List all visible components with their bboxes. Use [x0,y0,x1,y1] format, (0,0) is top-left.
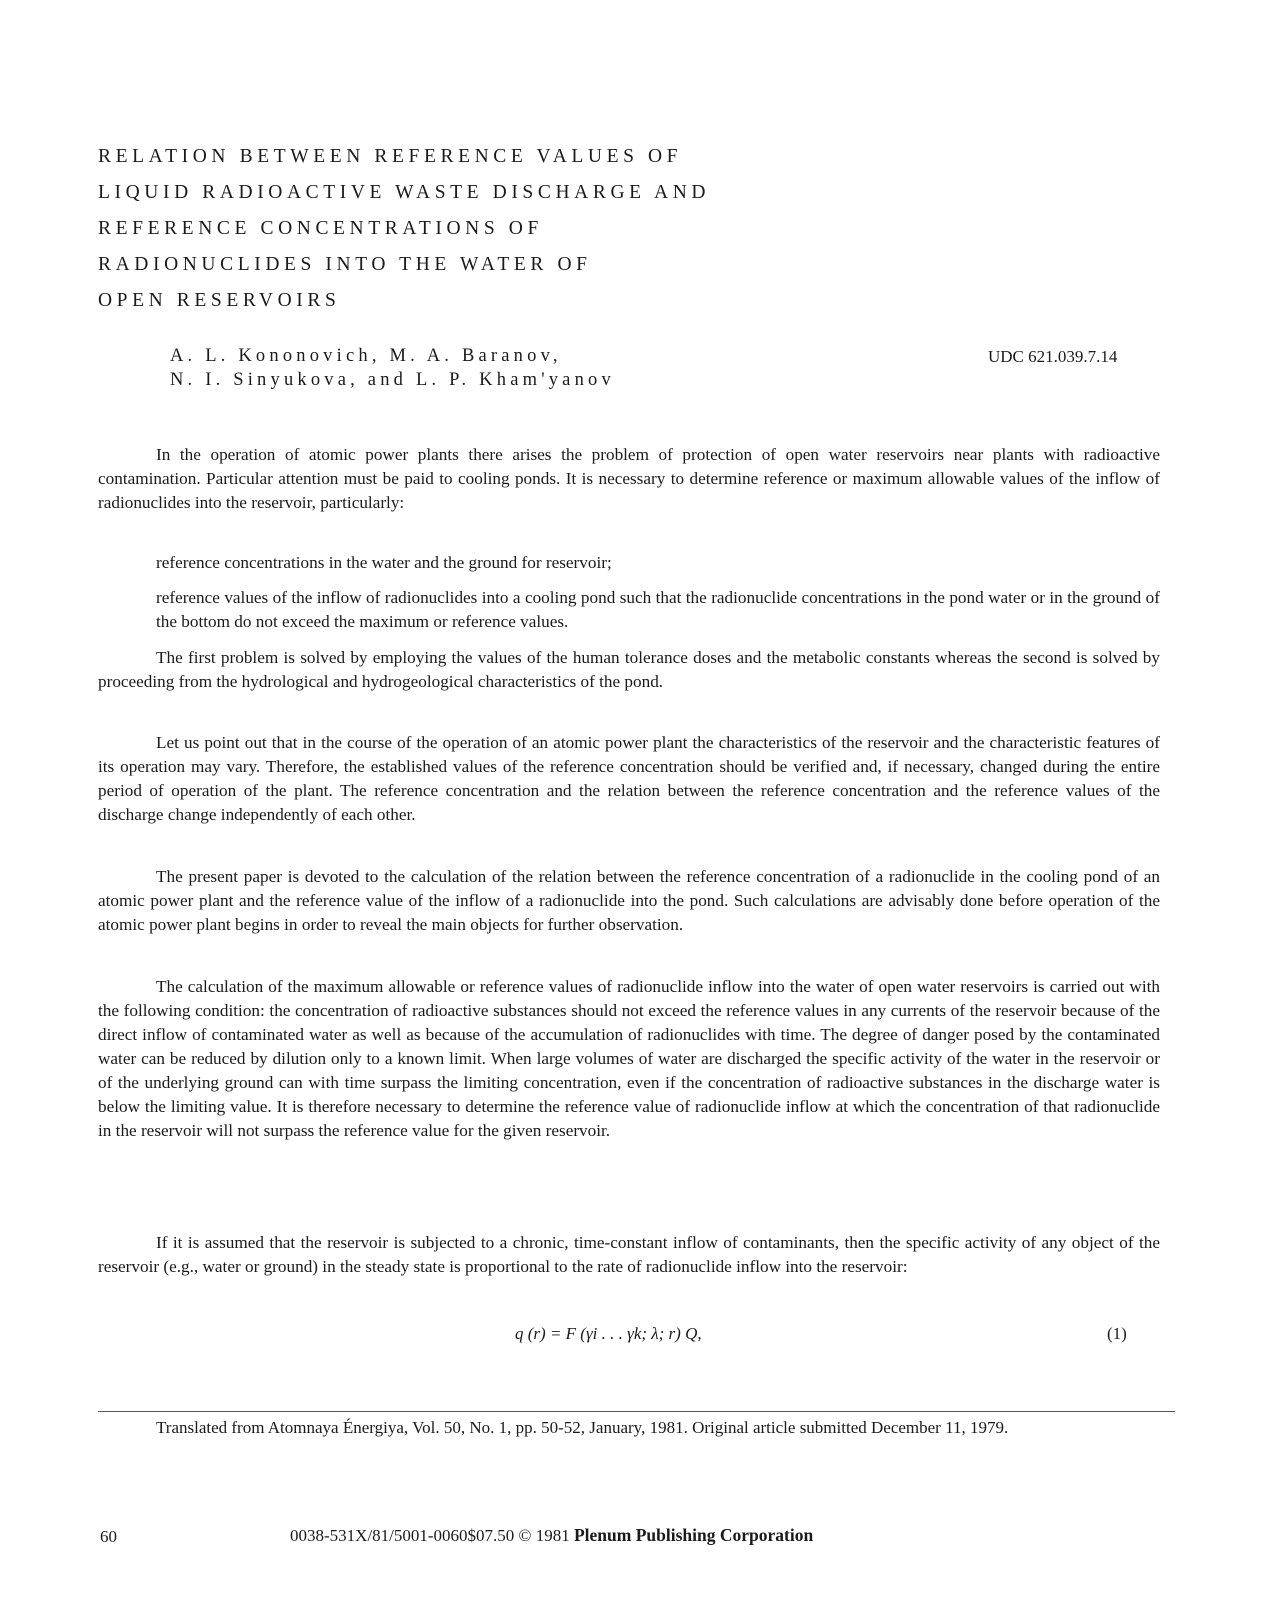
paragraph: The first problem is solved by employing the values of the human tolerance doses and the metabolic constants whereas the second is solved by proceeding from the hydrological and hydrogeological characteristics of the pond. [98,648,1160,691]
footnote-rule [98,1411,1175,1412]
equation-number: (1) [1107,1324,1127,1343]
footnote: Translated from Atomnaya Énergiya, Vol. 50, No. 1, pp. 50-52, January, 1981. Original article submitted December 11, 1979. [156,1418,1009,1437]
list-item: reference concentrations in the water and the ground for reservoir; [156,553,612,572]
udc-code: UDC 621.039.7.14 [988,347,1118,366]
title-line: OPEN RESERVOIRS [98,290,341,311]
copyright-line [290,1525,813,1546]
authors-line: A. L. Kononovich, M. A. Baranov, [170,346,562,366]
list-item: reference values of the inflow of radionuclides into a cooling pond such that the radionuclide concentrations in the pond water or in the ground of the bottom do not exceed the maximum or reference values. [156,588,1160,631]
paragraph: The calculation of the maximum allowable or reference values of radionuclide inflow into the water of open water reservoirs is carried out with the following condition: the concentration of radioactive substances should not exceed the reference values in any currents of the reservoir because of the direct inflow of contaminated water as well as because of the accumulation of radionuclides with time. The degree of danger posed by the contaminated water can be reduced by dilution only to a known limit. When large volumes of water are discharged the specific activity of the water in the reservoir or of the underlying ground can with time surpass the limiting concentration, even if the concentration of radioactive substances in the discharge water is below the limiting value. It is therefore necessary to determine the reference value of radionuclide inflow at which the concentration of that radionuclide in the reservoir will not surpass the reference value for the given reservoir. [98,977,1160,1140]
title-line: LIQUID RADIOACTIVE WASTE DISCHARGE AND [98,182,711,203]
publisher: Plenum Publishing Corporation [573,1525,814,1545]
paragraph: In the operation of atomic power plants there arises the problem of protection of open water reservoirs near plants with radioactive contamination. Particular attention must be paid to cooling ponds. It is necessary to determine reference or maximum allowable values of the inflow of radionuclides into the reservoir, particularly: [98,445,1160,512]
article-code: 0038-531X/81/5001-0060$07.50 [290,1526,515,1545]
paragraph: The present paper is devoted to the calculation of the relation between the reference concentration of a radionuclide in the cooling pond of an atomic power plant and the reference value of the inflow of a radionuclide into the pond. Such calculations are advisably done before operation of the atomic power plant begins in order to reveal the main objects for further observation. [98,867,1160,934]
page-number: 60 [100,1527,117,1546]
title-line: REFERENCE CONCENTRATIONS OF [98,218,543,239]
paragraph: Let us point out that in the course of the operation of an atomic power plant the characteristics of the reservoir and the characteristic features of its operation may vary. Therefore, the established values of the reference concentration should be verified and, if necessary, changed during the entire period of operation of the plant. The reference concentration and the relation between the reference concentration and the reference values of the discharge change independently of each other. [98,733,1160,824]
authors-line: N. I. Sinyukova, and L. P. Kham'yanov [170,370,615,390]
copyright-year: © 1981 [518,1526,570,1545]
paragraph: If it is assumed that the reservoir is subjected to a chronic, time-constant inflow of contaminants, then the specific activity of any object of the reservoir (e.g., water or ground) in the steady state is proportional to the rate of radionuclide inflow into the reservoir: [98,1233,1160,1276]
title-line: RADIONUCLIDES INTO THE WATER OF [98,254,592,275]
title-line: RELATION BETWEEN REFERENCE VALUES OF [98,146,683,167]
equation: q (r) = F (γi . . . γk; λ; r) Q, [515,1324,702,1343]
